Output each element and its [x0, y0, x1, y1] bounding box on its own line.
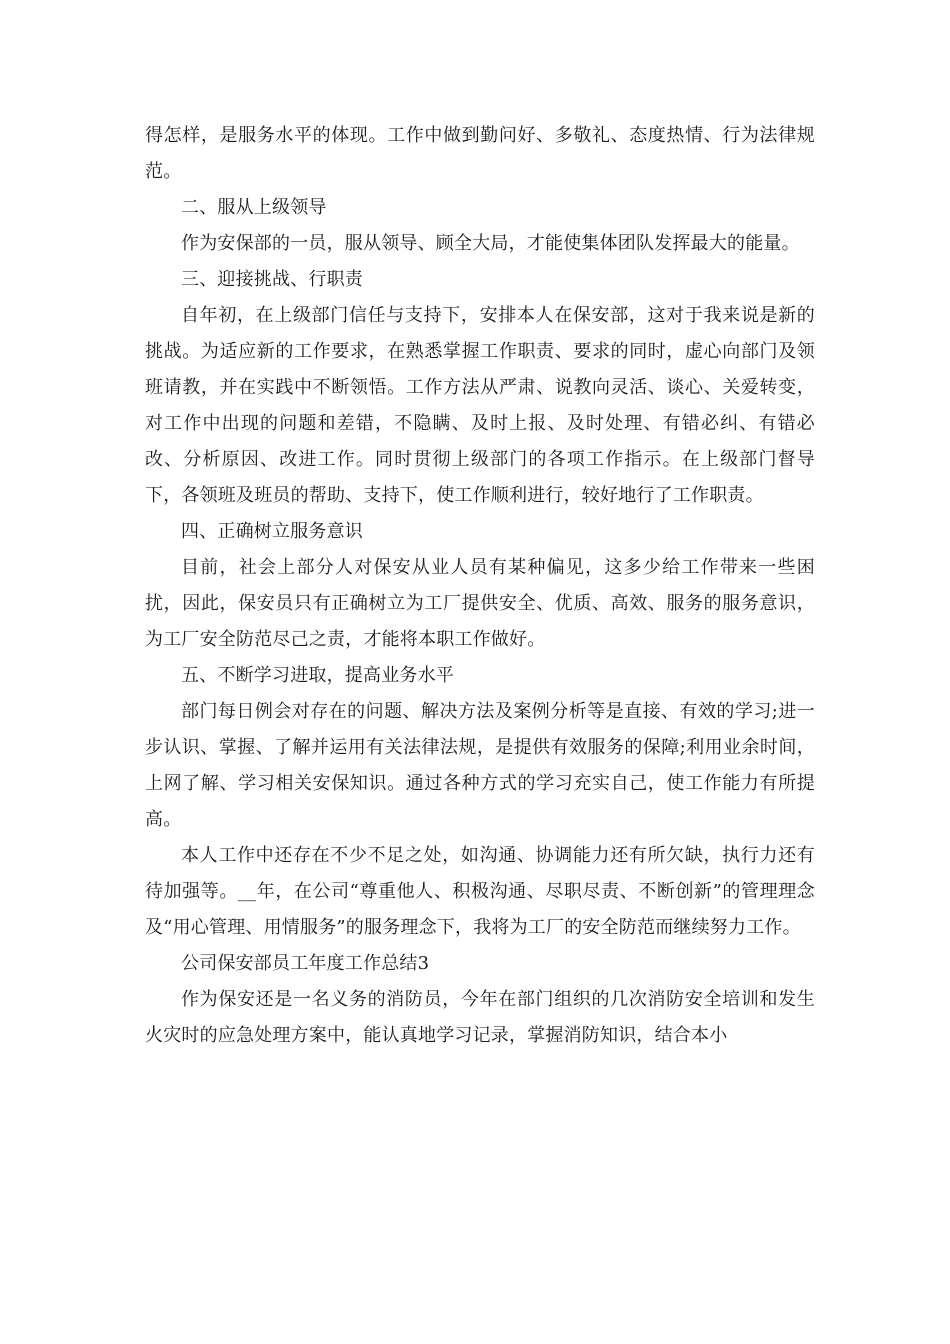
paragraph: 本人工作中还存在不少不足之处，如沟通、协调能力还有所欠缺，执行力还有待加强等。__年，在公司“尊重他人、积极沟通、尽职尽责、不断创新”的管理理念及“用心管理、用情服务”的服务理念下，我将为工厂的安全防范而继续努力工作。 [145, 845, 815, 938]
paragraph-continuation: 得怎样，是服务水平的体现。工作中做到勤问好、多敬礼、态度热情、行为法律规范。 [145, 125, 815, 182]
document-body [145, 118, 815, 1054]
paragraph: 部门每日例会对存在的问题、解决方法及案例分析等是直接、有效的学习;进一步认识、掌握、了解并运用有关法律法规，是提供有效服务的保障;利用业余时间，上网了解、学习相关安保知识。通过各种方式的学习充实自己，使工作能力有所提高。 [145, 701, 815, 830]
section-heading-2: 二、服从上级领导 [181, 197, 327, 218]
paragraph: 自年初，在上级部门信任与支持下，安排本人在保安部，这对于我来说是新的挑战。为适应新的工作要求，在熟悉掌握工作职责、要求的同时，虚心向部门及领班请教，并在实践中不断领悟。工作方法从严肃、说教向灵活、谈心、关爱转变，对工作中出现的问题和差错，不隐瞒、及时上报、及时处理、有错必纠、有错必改、分析原因、改进工作。同时贯彻上级部门的各项工作指示。在上级部门督导下，各领班及班员的帮助、支持下，使工作顺利进行，较好地行了工作职责。 [145, 305, 815, 506]
section-heading-5: 五、不断学习进取，提高业务水平 [181, 665, 454, 686]
paragraph: 作为保安还是一名义务的消防员，今年在部门组织的几次消防安全培训和发生火灾时的应急处理方案中，能认真地学习记录，掌握消防知识，结合本小 [145, 989, 815, 1046]
section-heading-4: 四、正确树立服务意识 [181, 521, 363, 542]
paragraph: 目前，社会上部分人对保安从业人员有某种偏见，这多少给工作带来一些困扰，因此，保安员只有正确树立为工厂提供安全、优质、高效、服务的服务意识，为工厂安全防范尽己之责，才能将本职工作做好。 [145, 557, 815, 650]
document-title: 公司保安部员工年度工作总结3 [181, 953, 430, 974]
paragraph: 作为安保部的一员，服从领导、顾全大局，才能使集体团队发挥最大的能量。 [181, 233, 800, 254]
section-heading-3: 三、迎接挑战、行职责 [181, 269, 363, 290]
